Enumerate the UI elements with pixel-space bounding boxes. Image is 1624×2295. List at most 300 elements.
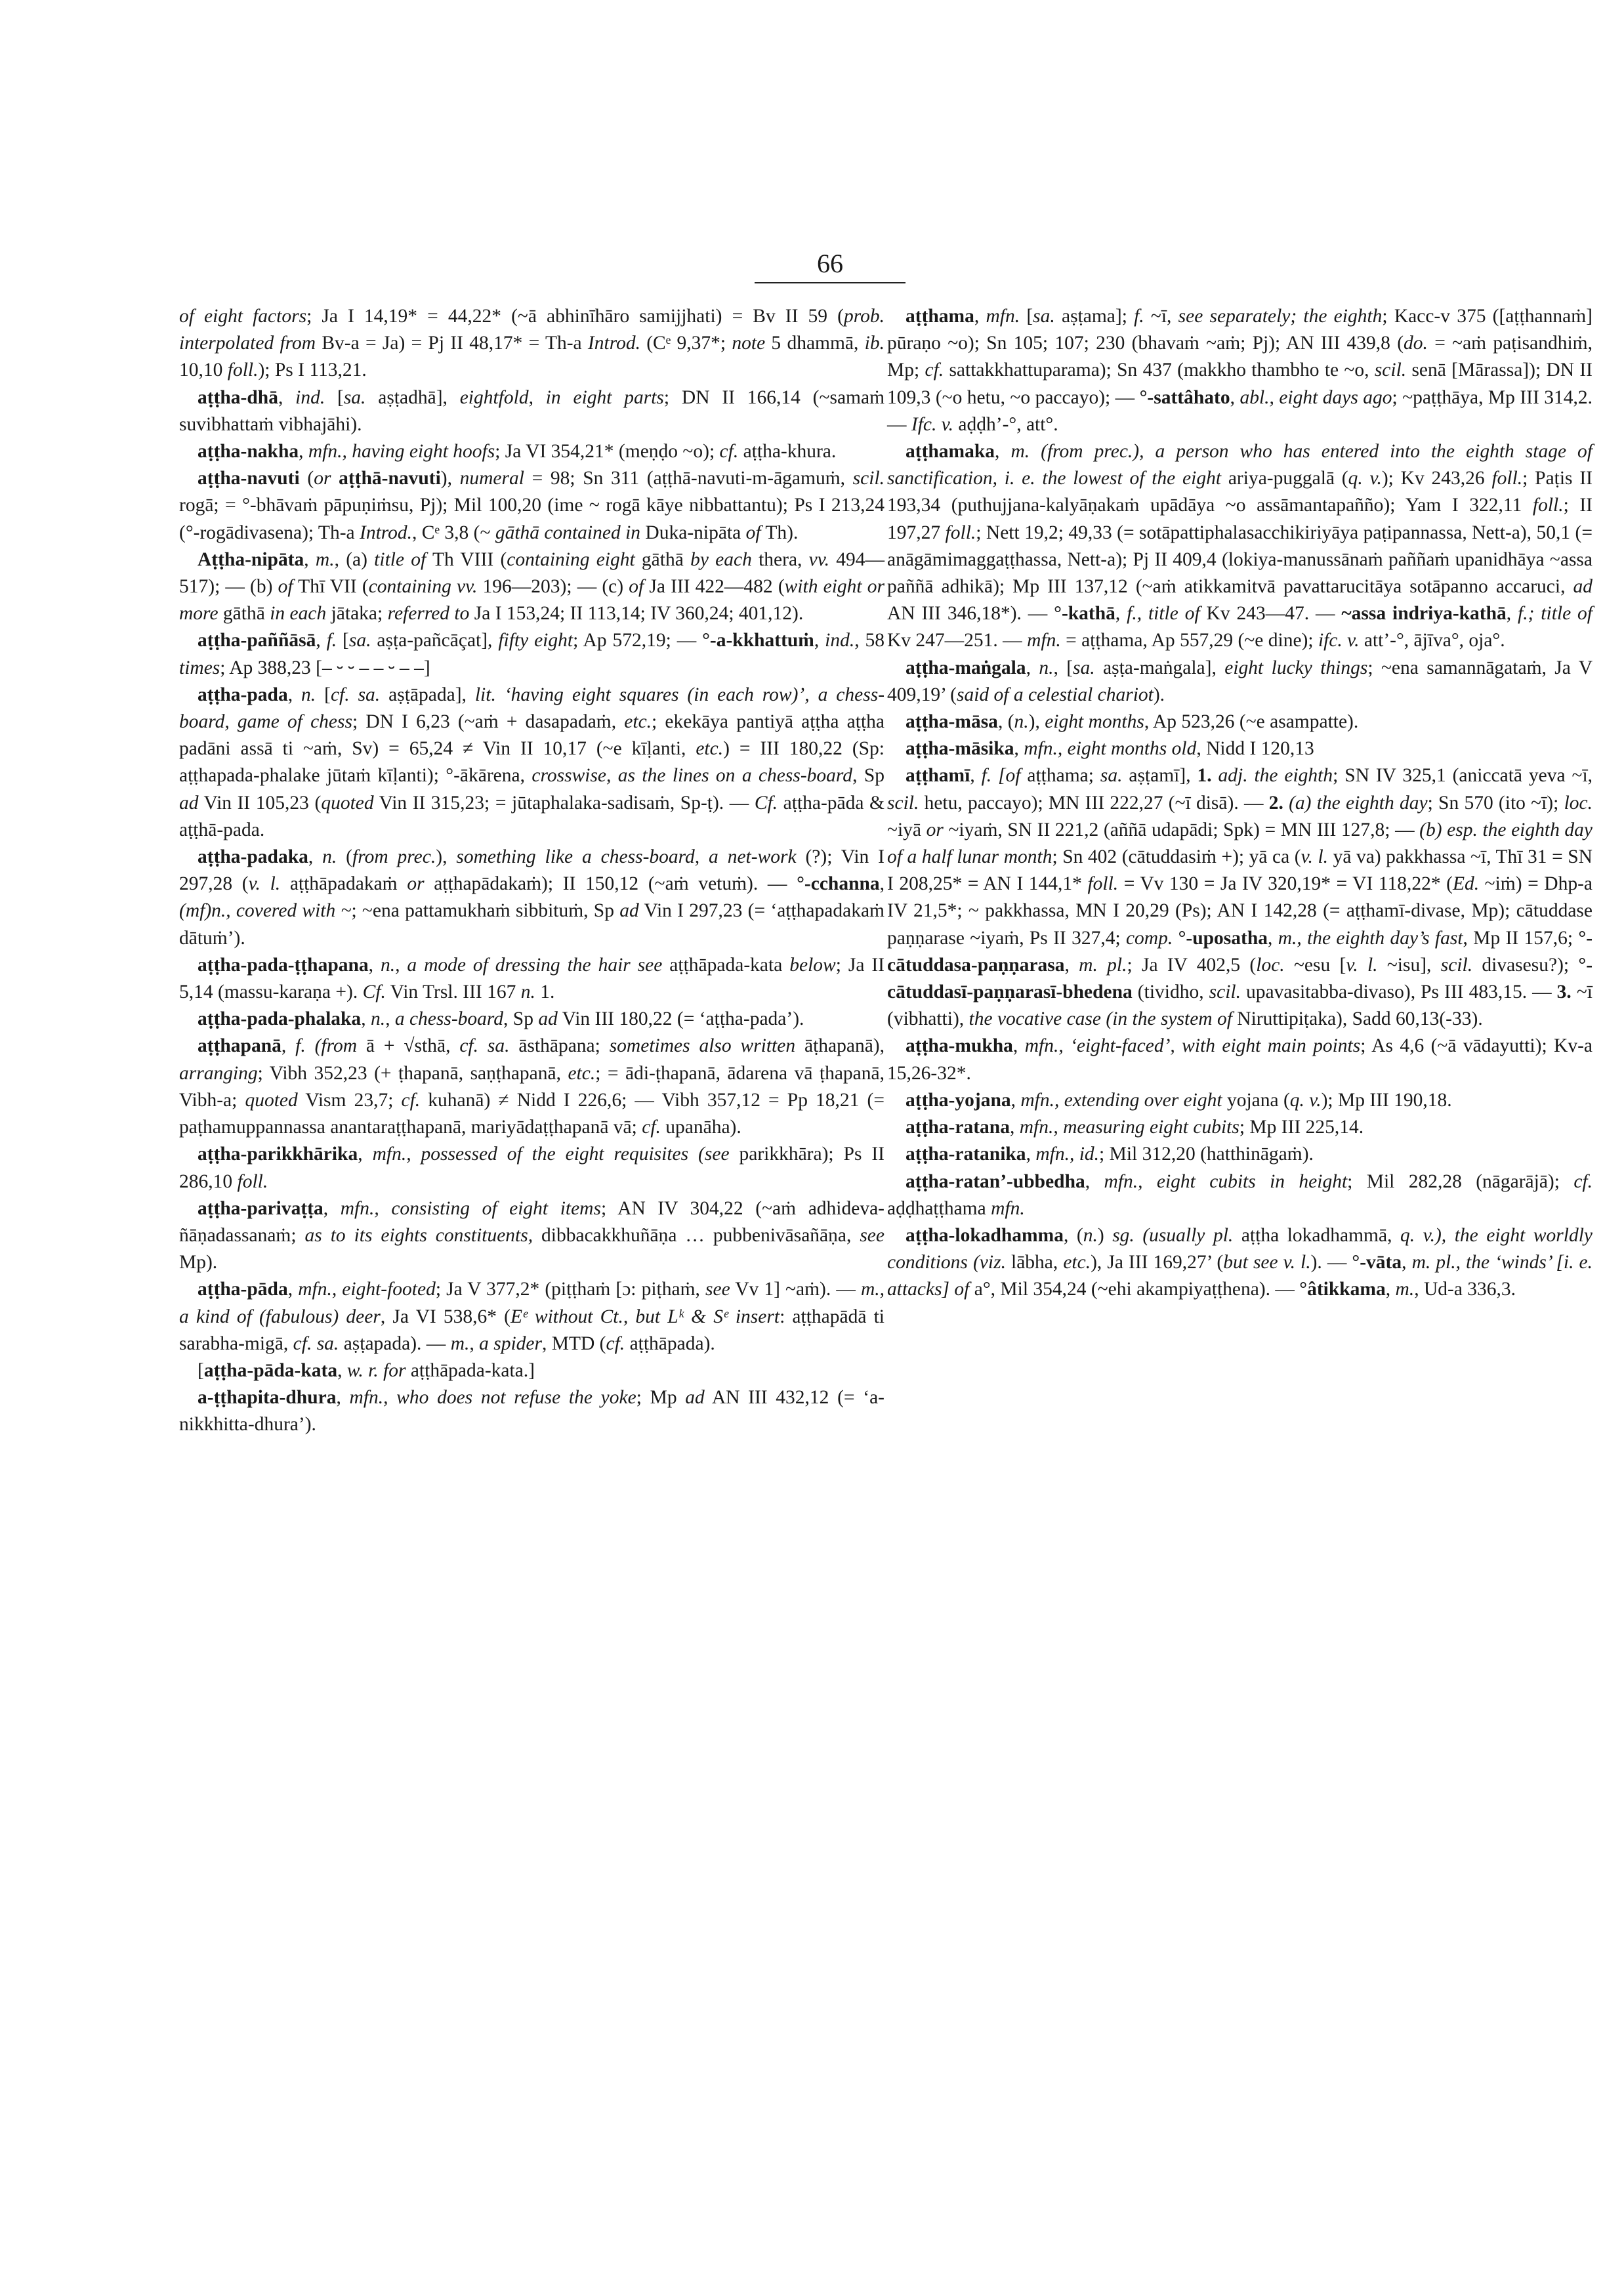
dictionary-entry: [887, 1033, 1593, 1086]
entry-headword: aṭṭha-māsika: [906, 738, 1014, 760]
entry-gloss: mfn.: [1027, 630, 1061, 651]
entry-gloss: said of a celestial chariot: [956, 684, 1154, 705]
entry-gloss: cf.: [719, 441, 739, 463]
entry-gloss: f. (from: [295, 1035, 358, 1057]
entry-text: [331, 468, 339, 489]
entry-gloss: see separately; the eighth: [1178, 306, 1383, 327]
entry-gloss: m., the eighth day’s fast: [1278, 927, 1463, 949]
entry-text: ,: [337, 1359, 347, 1381]
entry-gloss: quoted: [321, 792, 374, 814]
entry-gloss: prob. interpolated from: [179, 306, 885, 354]
entry-headword: °-uposatha: [1178, 927, 1268, 949]
dictionary-entry: [179, 1384, 885, 1438]
entry-headword: Aṭṭha-nipāta: [198, 548, 304, 570]
entry-text: ; AN IV 304,22 (~aṁ adhideva-ñāṇadassanaṁ;: [179, 1197, 885, 1246]
entry-text: gāthā: [635, 548, 691, 570]
entry-gloss: f.: [326, 630, 337, 651]
entry-gloss: loc.: [1564, 792, 1593, 814]
entry-gloss: mfn.: [986, 306, 1020, 327]
entry-text: gāthā: [218, 603, 270, 625]
entry-gloss: arranging: [179, 1062, 258, 1084]
entry-headword: °-cātuddasa-paṇṇarasa: [887, 927, 1593, 976]
entry-gloss: scil.: [1374, 360, 1407, 381]
entry-gloss: f.: [1134, 306, 1144, 327]
entry-text: ,: [308, 846, 323, 868]
entry-text: ,: [336, 1387, 350, 1409]
entry-gloss: of: [745, 522, 761, 543]
entry-gloss: Eᵉ without Ct., but Lᵏ & Sᵉ insert: [510, 1306, 780, 1327]
entry-text: [1173, 928, 1178, 949]
entry-text: aṣṭamī],: [1122, 765, 1197, 787]
entry-gloss: mfn., eight cubits in height: [1104, 1170, 1348, 1192]
entry-gloss: the vocative case (in the system of: [968, 1008, 1232, 1030]
entry-text: ~esu [: [1284, 954, 1346, 976]
entry-text: [: [325, 386, 344, 408]
entry-gloss: (a) the eighth day: [1289, 792, 1428, 814]
entry-gloss: f., title of: [1127, 603, 1200, 625]
entry-text: , Mp II 157,6;: [1463, 927, 1579, 949]
entry-text: Ja III 422—482 (: [644, 576, 785, 598]
dictionary-entry: [887, 303, 1593, 438]
entry-text: , 58: [854, 630, 885, 651]
entry-gloss: sa.: [1073, 657, 1095, 678]
entry-gloss: n.: [1014, 711, 1029, 733]
entry-text: [: [337, 630, 349, 651]
dictionary-entry: [887, 762, 1593, 1033]
entry-text: (: [337, 846, 352, 868]
entry-gloss: scil.: [887, 792, 919, 814]
entry-gloss: etc.: [568, 1062, 596, 1084]
entry-headword: aṭṭha-nakha: [198, 441, 299, 463]
dictionary-entry: [179, 1033, 885, 1141]
entry-text: Vin Trsl. III 167: [385, 982, 521, 1003]
entry-text: (Cᵉ 9,37*;: [640, 333, 732, 354]
entry-gloss: mfn., ‘eight-faced’, with eight main points: [1024, 1035, 1361, 1057]
entry-gloss: mfn., possessed of the eight requisites (see: [372, 1144, 730, 1165]
entry-gloss: eight months: [1045, 711, 1144, 733]
entry-gloss: etc.: [696, 738, 724, 760]
entry-text: [1212, 765, 1218, 786]
entry-headword: aṭṭha-padaka: [198, 846, 308, 868]
entry-text: a°, Mil 354,24 (~ehi akampiyaṭṭhena). —: [969, 1279, 1300, 1300]
entry-headword: aṭṭha-pada-ṭṭhapana: [198, 954, 369, 976]
entry-text: ). —: [1310, 1252, 1352, 1273]
entry-text: ; As 4,6 (~ā vādayutti); Kv-a 15,26-32*.: [887, 1035, 1593, 1084]
entry-text: Mp).: [179, 1252, 218, 1273]
dictionary-entry: [179, 627, 885, 681]
entry-text: ,: [1385, 1279, 1396, 1300]
entry-gloss: m.: [315, 548, 335, 570]
entry-text: 5 dhammā,: [765, 333, 865, 354]
entry-gloss: (mf)n., covered with ~: [179, 900, 352, 922]
dictionary-entry: [887, 735, 1593, 762]
entry-text: ,: [1115, 603, 1127, 625]
entry-gloss: containing vv.: [368, 576, 478, 598]
entry-text: ~isu],: [1377, 954, 1441, 976]
entry-gloss: m. pl.: [1079, 954, 1127, 976]
entry-gloss: foll.: [1087, 873, 1119, 895]
entry-gloss: foll.: [227, 360, 259, 381]
entry-text: Th VIII (: [426, 548, 507, 570]
entry-gloss: see: [705, 1279, 730, 1300]
entry-gloss: Introd.: [360, 522, 413, 543]
entry-gloss: sg. (usually pl.: [1112, 1224, 1234, 1246]
entry-text: āṭhapanā),: [795, 1035, 885, 1057]
entry-gloss: something like a chess-board, a net-work: [456, 846, 797, 868]
entry-text: = 98; Sn 311 (aṭṭhā-navuti-m-āgamuṁ,: [524, 468, 853, 489]
entry-gloss: see: [860, 1224, 885, 1246]
dictionary-entry: [179, 547, 885, 628]
entry-text: ; Mp III 225,14.: [1239, 1117, 1364, 1138]
entry-gloss: n.: [301, 684, 316, 705]
entry-gloss: Ed.: [1452, 873, 1480, 895]
entry-text: ; Ap 572,19; —: [573, 630, 703, 651]
entry-text: aḍḍh’-°, att°.: [953, 413, 1058, 435]
entry-gloss: but see v. l.: [1223, 1252, 1311, 1273]
entry-text: = Vv 130 = Ja IV 320,19* = VI 118,22* (: [1118, 873, 1453, 895]
entry-text: , (: [997, 711, 1014, 733]
entry-gloss: foll.: [1532, 495, 1564, 516]
entry-gloss: or: [314, 468, 331, 489]
dictionary-entry: [179, 952, 885, 1006]
entry-text: ,: [316, 630, 327, 651]
entry-text: ,: [299, 441, 308, 463]
entry-text: Kv 247—251. —: [887, 630, 1028, 651]
entry-text: ; Ja VI 354,21* (meṇḍo ~o);: [495, 441, 720, 463]
entry-text: aṣṭāpada],: [380, 684, 475, 705]
entry-headword: aṭṭhamī: [906, 765, 970, 787]
entry-text: ,: [1026, 657, 1039, 678]
entry-gloss: q. v.), the eight worldly conditions (viz.: [887, 1224, 1593, 1273]
entry-gloss: from prec.: [352, 846, 436, 868]
dictionary-entry: [887, 1141, 1593, 1168]
entry-text: ,: [1506, 603, 1518, 625]
entry-text: rogā; = °-bhāvaṁ pāpuṇiṁsu, Pj); Mil 100,20 (ime ~ rogā kāye nibbattantu); Ps I 213,24 (°-rogādivasena); Th-a: [179, 495, 885, 543]
entry-headword: °-kathā: [1054, 603, 1115, 625]
entry-text: aṣṭa-pañcāçat],: [371, 630, 499, 651]
entry-text: lābha,: [1005, 1252, 1064, 1273]
entry-gloss: mfn.: [991, 1197, 1025, 1219]
dictionary-entry: [179, 1141, 885, 1195]
entry-text: ,: [1402, 1252, 1412, 1273]
entry-text: ; Sn 570 (ito ~ī);: [1427, 792, 1564, 814]
entry-gloss: n.: [322, 846, 337, 868]
entry-gloss: in each: [270, 603, 327, 625]
entry-gloss: ib.: [864, 333, 885, 354]
entry-text: [: [1020, 306, 1033, 327]
entry-text: kuhanā) ≠ Nidd I 226,6; — Vibh 357,12 = Pp 18,21 (= paṭhamuppannassa anantaraṭṭhapanā, mariyādaṭṭhapanā vā;: [179, 1089, 885, 1138]
entry-gloss: ind.: [825, 630, 855, 651]
entry-text: ,: [287, 684, 302, 705]
entry-gloss: mfn., consisting of eight items: [340, 1197, 601, 1219]
entry-gloss: ad: [538, 1008, 558, 1030]
dictionary-entry: [179, 682, 885, 844]
entry-gloss: mfn., measuring eight cubits: [1019, 1117, 1239, 1138]
entry-text: ,: [1010, 1089, 1021, 1111]
entry-gloss: cf.: [925, 360, 944, 381]
entry-gloss: m., a spider: [450, 1333, 542, 1354]
entry-text: aṭṭha lokadhammā,: [1233, 1224, 1401, 1246]
entry-headword: a-ṭṭhapita-dhura: [198, 1387, 337, 1409]
entry-text: dibbacakkhuñāṇa … pubbenivāsañāṇa,: [533, 1224, 860, 1246]
entry-text: āsthāpana;: [509, 1035, 610, 1057]
entry-headword: aṭṭha-parikkhārika: [198, 1144, 358, 1165]
entry-gloss: ifc. v.: [1318, 630, 1360, 651]
entry-text: [: [198, 1359, 204, 1381]
entry-text: ; DN II 166,14 (~samaṁ suvibhattaṁ vibhajāhi).: [179, 386, 885, 435]
entry-text: ~iyaṁ, SN II 221,2 (aññā udapādi; Spk) = MN III 127,8; —: [943, 819, 1420, 840]
entry-gloss: foll.: [1491, 468, 1523, 489]
entry-text: jātaka;: [326, 603, 388, 625]
entry-gloss: comp.: [1125, 927, 1173, 949]
entry-gloss: numeral: [459, 468, 524, 489]
entry-text: ,: [814, 630, 825, 651]
entry-text: ; DN I 6,23 (~aṁ + dasapadaṁ,: [352, 711, 625, 733]
entry-gloss: cf.: [606, 1333, 625, 1354]
entry-gloss: sa.: [1033, 306, 1055, 327]
dictionary-entry: [179, 1357, 885, 1384]
entry-text: ; Mp: [636, 1387, 686, 1409]
left-column: [179, 303, 885, 1439]
entry-headword: 3.: [1556, 982, 1572, 1003]
entry-gloss: adj. the eighth: [1218, 765, 1333, 787]
entry-headword: °-cātuddasī-paṇṇarasī-bhedena: [887, 954, 1593, 1003]
entry-gloss: ad: [685, 1387, 705, 1409]
entry-gloss: sa.: [343, 386, 366, 408]
entry-headword: °-sattâhato: [1139, 386, 1230, 408]
entry-text: ),: [1028, 711, 1045, 733]
entry-text: ; ekekāya pantiyā aṭṭha aṭṭha padāni assā ti ~aṁ, Sv) = 65,24 ≠ Vin II 10,17 (~e kīḷanti,: [179, 711, 885, 760]
entry-text: ,: [879, 873, 885, 895]
entry-text: yā va) pakkhassa ~ī, Thī 31 = SN I 208,25* = AN I 144,1*: [887, 846, 1593, 895]
entry-gloss: w. r. for: [346, 1359, 406, 1381]
entry-gloss: sa.: [348, 630, 371, 651]
entry-headword: aṭṭha-parivaṭṭa: [198, 1197, 323, 1219]
entry-headword: °âtikkama: [1299, 1279, 1386, 1300]
entry-gloss: f. [of: [981, 765, 1021, 787]
entry-text: ,: [1009, 1117, 1020, 1138]
entry-gloss: of: [278, 576, 293, 598]
dictionary-entry: [179, 844, 885, 952]
entry-text: , Sp: [503, 1008, 539, 1030]
entry-gloss: cf. sa.: [293, 1333, 339, 1354]
entry-gloss: eightfold, in eight parts: [459, 386, 664, 408]
entry-text: ~ī (vibhatti),: [887, 982, 1593, 1030]
entry-text: ,: [995, 441, 1011, 463]
dictionary-entry: [179, 465, 885, 547]
entry-gloss: ad: [1573, 576, 1593, 598]
entry-text: ; Mil 312,20 (hatthināgaṁ).: [1099, 1144, 1314, 1165]
entry-text: 494—517); — (b): [179, 548, 885, 598]
entry-text: (?); Vin I 297,28 (: [179, 846, 885, 895]
entry-text: 1.: [535, 982, 555, 1003]
entry-gloss: or: [926, 819, 944, 840]
entry-text: aṭṭha-khura.: [738, 441, 837, 463]
entry-text: senā [Mārassa]); DN II 109,3 (~o hetu, ~o paccayo); —: [887, 360, 1593, 408]
entry-text: ; ~paṭṭhāya, Mp III 314,2. —: [887, 386, 1593, 435]
entry-gloss: m.: [1395, 1279, 1415, 1300]
entry-headword: aṭṭha-pāda-kata: [203, 1359, 338, 1381]
entry-text: Niruttipiṭaka), Sadd 60,13(-33).: [1232, 1008, 1483, 1030]
entry-gloss: n., a chess-board: [370, 1008, 504, 1030]
entry-text: Ja I 153,24; II 113,14; IV 360,24; 401,12).: [469, 603, 804, 625]
entry-gloss: f.; title of: [1518, 603, 1593, 625]
entry-text: AN III 346,18*). —: [887, 603, 1054, 625]
entry-gloss: of: [629, 576, 644, 598]
entry-gloss: v. l.: [248, 873, 281, 895]
entry-gloss: m., a kind of (fabulous) deer: [179, 1279, 885, 1327]
entry-text: ; Sn 402 (cātuddasiṁ +); yā ca (: [1052, 846, 1301, 868]
dictionary-entry: [887, 1087, 1593, 1114]
entry-text: : aṭṭhapādā ti sarabha-migā,: [179, 1306, 885, 1354]
entry-text: hetu, paccayo); MN III 222,27 (~ī disā). —: [919, 792, 1269, 814]
entry-text: ; Nett 19,2; 49,33 (= sotāpattiphalasacchikiriyāya paṭipannassa, Nett-a), 50,1 (= anāgāmimaggaṭṭhassa, Nett-a); Pj II 409,4 (lokiya-manussānaṁ paññaṁ upanidhāya ~assa paññā adhikā); Mp III 137,12 (~aṁ atikkamitvā pavattarucitāya sotāpanno accaruci,: [887, 522, 1593, 598]
entry-gloss: foll.: [945, 522, 976, 543]
entry-gloss: etc.: [624, 711, 652, 733]
page-number: 66: [817, 249, 843, 278]
entry-text: 10,10: [179, 360, 228, 381]
entry-text: ,: [1026, 1144, 1036, 1165]
entry-text: ; = ādi-ṭhapanā, ādarena vā ṭhapanā, Vibh-a;: [179, 1062, 885, 1111]
entry-text: yojana (: [1222, 1089, 1290, 1111]
entry-gloss: n.: [520, 982, 535, 1003]
entry-text: ,: [1085, 1170, 1104, 1192]
entry-headword: aṭṭha-yojana: [906, 1089, 1011, 1111]
entry-text: (: [299, 468, 314, 489]
entry-text: aṭṭhapādakaṁ); II 150,12 (~aṁ vetuṁ). —: [424, 873, 797, 895]
entry-text: ā + √sthā,: [357, 1035, 460, 1057]
entry-gloss: below: [789, 954, 836, 976]
entry-text: divasesu?);: [1472, 954, 1579, 976]
entry-headword: aṭṭha-ratanika: [906, 1144, 1026, 1165]
entry-text: , Ud-a 336,3.: [1414, 1279, 1516, 1300]
entry-text: Bv-a = Ja) = Pj II 48,17* = Th-a: [316, 333, 588, 354]
entry-text: [1283, 793, 1289, 814]
entry-text: ; II 197,27: [887, 495, 1593, 543]
entry-text: upanāha).: [660, 1117, 741, 1138]
entry-text: ; Kacc-v 375 ([aṭṭhannaṁ] pūraṇo ~o); Sn 105; 107; 230 (bhavaṁ ~aṁ; Pj); AN III 439,8 (: [887, 306, 1593, 354]
entry-gloss: mfn., extending over eight: [1020, 1089, 1222, 1111]
entry-headword: °-cchanna: [797, 873, 880, 895]
entry-text: aṭṭhāpada-kata.]: [406, 1359, 535, 1381]
page-number-rule: [755, 282, 906, 283]
entry-gloss: ind.: [295, 386, 325, 408]
entry-text: thera,: [751, 548, 809, 570]
entry-headword: aṭṭhama: [906, 306, 974, 327]
entry-gloss: gāthā contained in: [495, 522, 641, 543]
entry-gloss: cf.: [401, 1089, 421, 1111]
entry-gloss: cf.: [642, 1117, 661, 1138]
entry-headword: °-vāta: [1352, 1252, 1402, 1273]
entry-headword: aṭṭha-ratana: [906, 1117, 1010, 1138]
entry-text: , (a): [334, 548, 375, 570]
entry-text: aḍḍhaṭṭhama: [887, 1197, 991, 1219]
entry-text: ~ī,: [1144, 306, 1178, 327]
entry-text: ; Ap 388,23 [– ⏑ ⏑ – – ⏑ – –]: [220, 657, 430, 678]
entry-text: , Sp: [852, 765, 885, 787]
entry-text: ,: [974, 306, 986, 327]
entry-gloss: quoted: [245, 1089, 298, 1111]
entry-gloss: (b) esp. the eighth day of a half lunar month: [887, 819, 1593, 868]
entry-text: ; Ja V 377,2* (piṭṭhaṁ [ɔ: piṭhaṁ,: [435, 1279, 705, 1300]
entry-text: ~iyā: [887, 819, 927, 840]
entry-text: ; Mil 282,28 (nāgarājā);: [1347, 1170, 1574, 1192]
entry-gloss: cf. sa.: [459, 1035, 510, 1057]
dictionary-entry: [179, 303, 885, 384]
entry-headword: aṭṭha-paññāsā: [198, 630, 316, 651]
entry-text: ; Ja IV 402,5 (: [1127, 954, 1257, 976]
entry-gloss: q. v.: [1348, 468, 1382, 489]
entry-text: ,: [304, 548, 316, 570]
entry-text: [: [316, 684, 331, 705]
entry-text: (tividho,: [1132, 982, 1209, 1003]
entry-text: = ~aṁ paṭisandhiṁ, Mp;: [887, 333, 1593, 381]
entry-gloss: ad: [179, 792, 199, 814]
entry-text: 196—203); — (c): [477, 576, 629, 598]
entry-gloss: by each: [690, 548, 752, 570]
entry-text: ,: [323, 1197, 341, 1219]
entry-text: aṭṭhāpada).: [625, 1333, 715, 1354]
entry-text: ); Kv 243,26: [1381, 468, 1492, 489]
entry-text: ,: [1012, 1035, 1025, 1057]
entry-text: ,: [287, 1279, 299, 1300]
entry-headword: aṭṭha-pada: [198, 684, 288, 705]
entry-headword: °-a-kkhattuṁ: [702, 630, 814, 651]
entry-text: AN III 432,12 (= ‘a-nikkhitta-dhura’).: [179, 1387, 885, 1436]
dictionary-entry: [887, 1114, 1593, 1141]
entry-headword: aṭṭha-māsa: [906, 711, 998, 733]
dictionary-entry: [179, 1006, 885, 1033]
entry-gloss: n., a mode of dressing the hair see: [380, 954, 663, 976]
entry-gloss: fifty eight: [498, 630, 573, 651]
entry-text: , MTD (: [542, 1333, 606, 1354]
entry-text: sattakkhattuparama); Sn 437 (makkho thambho te ~o,: [944, 360, 1375, 381]
entry-gloss: Ifc. v.: [911, 413, 954, 435]
entry-text: ,: [970, 765, 982, 787]
dictionary-entry: [887, 1168, 1593, 1222]
entry-text: att’-°, ājīva°, oja°.: [1359, 630, 1505, 651]
entry-gloss: n.: [1083, 1224, 1098, 1246]
entry-gloss: containing eight: [507, 548, 635, 570]
entry-headword: 2.: [1268, 792, 1283, 814]
entry-text: ,: [1014, 738, 1024, 760]
entry-text: ; ~ena samannāgataṁ, Ja V 409,19’ (: [887, 657, 1593, 705]
entry-text: ~iṁ) = Dhp-a IV 21,5*; ~ pakkhassa, MN I 20,29 (Ps); AN I 142,28 (= aṭṭhamī-divase, Mp); cātuddase paṇṇarase ~iyaṁ, Ps II 327,4;: [887, 873, 1593, 949]
entry-gloss: mfn., having eight hoofs: [308, 441, 495, 463]
entry-text: = aṭṭhama, Ap 557,29 (~e dine);: [1060, 630, 1318, 651]
entry-text: , (: [1063, 1224, 1083, 1246]
entry-gloss: note: [732, 333, 766, 354]
entry-text: aṣṭapada). —: [339, 1333, 451, 1354]
entry-gloss: mfn., eight months old: [1024, 738, 1197, 760]
entry-text: ,: [361, 1008, 371, 1030]
entry-gloss: crosswise, as the lines on a chess-board: [531, 765, 853, 787]
entry-text: , Ja VI 538,6* (: [380, 1306, 510, 1327]
entry-gloss: m. pl., the ‘winds’ [i. e. attacks] of: [887, 1252, 1593, 1300]
entry-gloss: scil.: [1209, 982, 1241, 1003]
entry-text: ; SN IV 325,1 (aniccatā yeva ~ī,: [1333, 765, 1593, 787]
entry-text: ; Paṭis II 193,34 (puthujjana-kalyāṇakaṁ upādāya ~o assāmantapañño); Yam I 322,11: [887, 468, 1593, 516]
entry-gloss: foll.: [237, 1170, 268, 1192]
entry-gloss: abl., eight days ago: [1239, 386, 1392, 408]
entry-text: aṭṭha-pāda & aṭṭhā-pada.: [179, 792, 885, 840]
entry-gloss: Introd.: [587, 333, 640, 354]
entry-text: , [: [1053, 657, 1073, 678]
entry-headword: aṭṭha-navuti: [198, 468, 300, 489]
entry-text: Kv 243—47. —: [1199, 603, 1342, 625]
entry-gloss: v. l.: [1301, 846, 1329, 868]
entry-headword: aṭṭha-mukha: [906, 1035, 1013, 1057]
